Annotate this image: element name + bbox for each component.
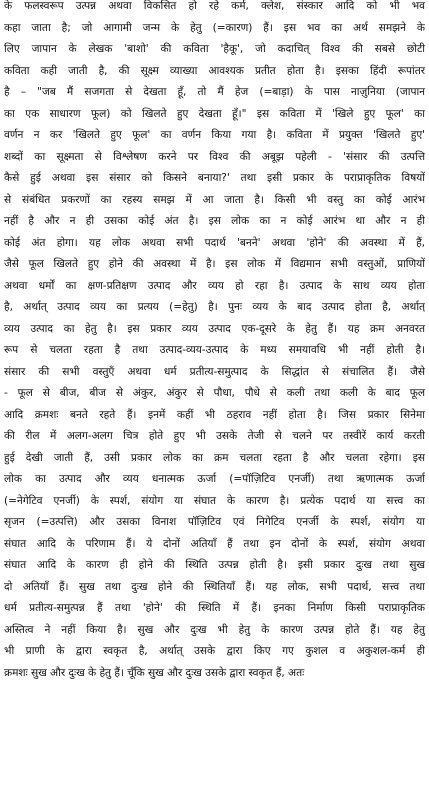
text-line-6: का एक साधारण फूल) को खिलते हुए देखता हूँ।" इस कविता में 'खिले हुए फूल' का xyxy=(4,107,425,120)
text-line-21: की रील में अलग-अलग चित्र होते हुए भी उसके तेजी से चलने पर तस्वीरें कार्य करती xyxy=(4,430,425,442)
text-line-9: कैसे हुई अथवा इस संसार को किसने बनाया?' तथा इसी प्रकार के पराप्राकृतिक विषयों xyxy=(4,172,425,184)
text-line-2: कहा जाता है; जो आगामी जन्म के हेतु (=कारण) हैं। इस भव का अर्थ समझने के xyxy=(4,21,425,34)
text-line-10: से संबंधित प्रकरणों का रहस्य समझ में आ जाता है। किसी भी वस्तु का कोई आरंभ xyxy=(4,193,425,206)
text-line-16: व्यय उत्पाद का हेतु है। इस प्रकार व्यय उत्पाद एक-दूसरे के हेतु हैं। यह क्रम अनवरत xyxy=(4,322,425,335)
text-line-22: हुई देखी जाती हैं, उसी प्रकार लोक का क्रम चलता रहता है और चलता रहेगा। इस xyxy=(4,451,425,464)
text-line-18: संसार की सभी वस्तुएँ अथवा धर्म प्रतीत्य-समुत्पाद के सिद्धांत से संचालित हैं। जैसे xyxy=(4,365,425,378)
text-line-14: अथवा धर्मों का क्षण-प्रतिक्षण उत्पाद और व्यय हो रहा है। उत्पाद के साथ व्यय होता xyxy=(4,279,425,292)
text-line-24: (=नेगेटिव एनर्जी) के स्पर्श, संयोग या संघात के कारण है। प्रत्येक पदार्थ या सत्त्व का xyxy=(4,494,425,507)
text-line-15: है, अर्थात् उत्पाद व्यय का प्रत्यय (=हेतु) है। पुनः व्यय के बाद उत्पाद होता है, अर्थात् xyxy=(4,301,425,313)
text-line-23: लोक का उत्पाद और व्यय धनात्मक ऊर्जा (=पॉज़िटिव एनर्जी) तथा ऋणात्मक ऊर्जा xyxy=(4,473,425,485)
text-line-28: दो अतियाँ हैं। सुख तथा दुःख होने की स्थितियाँ हैं। यह लोक, सभी पदार्थ, सत्त्व तथा xyxy=(4,580,425,593)
text-line-3: लिए जापान के लेखक 'बाशो' की कविता 'हैकू', जो कदाचित् विश्व की सबसे छोटी xyxy=(4,43,425,55)
text-line-8: शब्दों का सूक्ष्मता से विश्लेषण करने पर विश्व की अबूझ पहेली - 'संसार की उत्पत्ति xyxy=(4,150,425,163)
text-line-17: रूप से चलता रहता है तथा उत्पाद-व्यय-उत्पाद के मध्य समयावधि भी नहीं होती है। xyxy=(4,344,425,356)
text-line-32: क्रमशः सुख और दुःख के हेतु हैं। चूँकि सुख और दुःख उसके द्वारा स्वकृत हैं, अतः xyxy=(4,666,305,679)
text-line-7: वर्णन न कर 'खिलते हुए फूल' का वर्णन किया गया है। कविता में प्रयुक्त 'खिलते हुए' xyxy=(4,129,425,141)
text-line-25: सृजन (=उत्पत्ति) और उसका विनाश पॉज़िटिव एवं निगेटिव एनर्जी के स्पर्श, संयोग या xyxy=(4,516,425,528)
text-line-31: भी प्राणी के द्वारा स्वकृत है, अर्थात् उसके द्वारा किए गए कुशल व अकुशल-कर्म ही xyxy=(4,645,425,657)
text-line-29: धर्म प्रतीत्य-समुत्पन्न हैं तथा 'होने' की स्थिति में हैं। इनका निर्माण किसी पराप्राकृतिक xyxy=(4,602,425,614)
text-line-5: है – "जब मैं सजगता से देखता हूँ, तो मैं हेज (=बाड़ा) के पास नाज़ुनिया (जापान xyxy=(4,86,425,98)
text-line-1: के फलस्वरूप उत्पन्न अथवा विकसित हो रहे कर्म, क्लेश, संस्कार आदि को भी भव xyxy=(4,0,425,12)
text-line-30: अस्तित्व ने नहीं किया है। सुख और दुःख भी हेतु के कारण उत्पन्न होते हैं। यह हेतु xyxy=(4,623,425,636)
text-line-27: संघात आदि के कारण ही होने की स्थिति उत्पन्न होती है। इसी प्रकार दुःख तथा सुख xyxy=(4,559,425,571)
text-line-11: नहीं है और न ही उसका कोई अंत है। इस लोक का न कोई आरंभ था और न ही xyxy=(4,215,425,227)
text-line-19: - फूल से बीज, बीज से अंकुर, अंकुर से पौधा, पौधे से कली तथा कली के बाद फूल xyxy=(4,387,425,399)
text-line-12: कोई अंत होगा। यह लोक अथवा सभी पदार्थ 'बनने' अथवा 'होने' की अवस्था में हैं, xyxy=(4,236,425,249)
text-line-13: जैसे फूल खिलते हुए होने की अवस्था में है। इस लोक में विद्यमान सभी वस्तुओं, प्राणियों xyxy=(4,258,425,270)
text-line-26: संघात आदि के परिणाम हैं। ये दोनों अतियाँ हैं तथा इन दोनों के स्पर्श, संयोग अथवा xyxy=(4,537,425,550)
text-line-4: कविता कही जाती है, की सूक्ष्म व्याख्या आवश्यक प्रतीत होता है। इसका हिंदी रूपांतर xyxy=(4,64,425,77)
text-line-20: आदि क्रमशः बनते रहते हैं। इनमें कहीं भी ठहराव नहीं होता है। जिस प्रकार सिनेमा xyxy=(4,408,425,421)
